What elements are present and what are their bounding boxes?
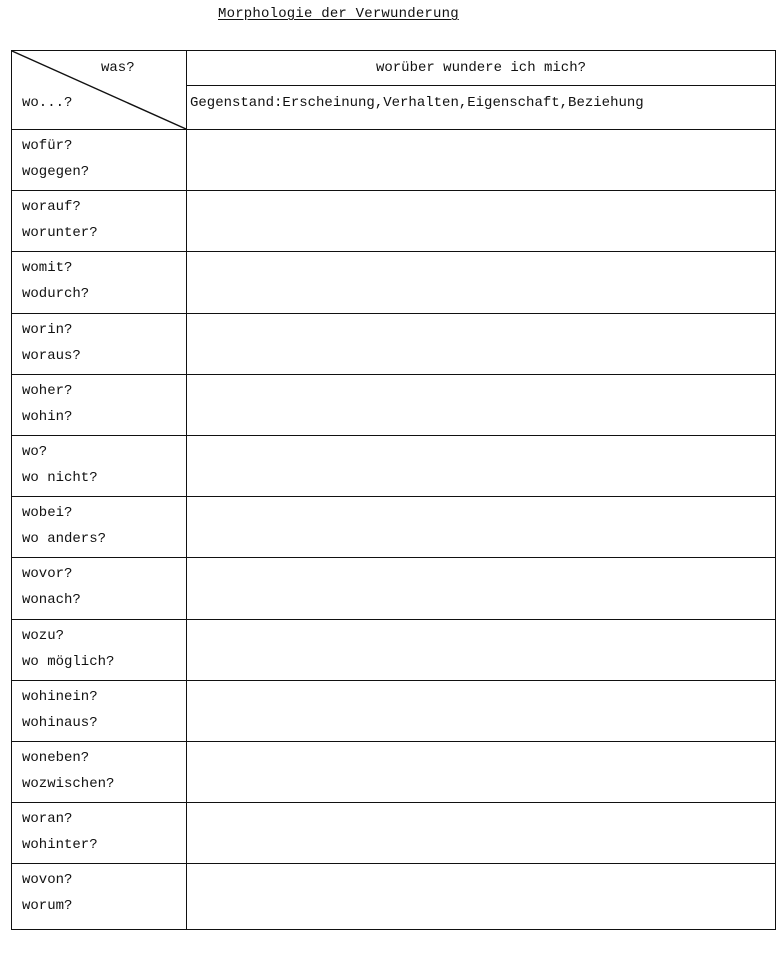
table-row: [12, 496, 186, 557]
table-row: [12, 374, 186, 435]
answer-cell[interactable]: [188, 191, 775, 250]
table-row: [12, 863, 186, 924]
answer-cell[interactable]: [188, 681, 775, 740]
row-question-secondary: wohinaus?: [22, 714, 98, 731]
row-question-primary: wozu?: [22, 627, 65, 644]
answer-cell[interactable]: [188, 497, 775, 556]
row-question-secondary: wo möglich?: [22, 653, 115, 670]
row-question-secondary: woraus?: [22, 347, 81, 364]
table-row: [12, 619, 186, 680]
row-question-secondary: wozwischen?: [22, 776, 115, 792]
row-question-primary: wohinein?: [22, 688, 98, 705]
answer-cell[interactable]: [188, 620, 775, 679]
row-question-primary: wovor?: [22, 566, 73, 583]
row-question-secondary: wogegen?: [22, 164, 90, 180]
row-question-primary: woher?: [22, 382, 73, 399]
table-row: [12, 802, 186, 863]
row-question-primary: wovon?: [22, 872, 73, 889]
table-row: [12, 190, 186, 251]
corner-label-was: was?: [101, 60, 135, 76]
column-header-subtitle: Gegenstand:Erscheinung,Verhalten,Eigenschaft,Beziehung: [190, 95, 644, 111]
row-question-primary: wo?: [22, 444, 48, 460]
row-question-secondary: wodurch?: [22, 286, 90, 303]
row-question-secondary: worunter?: [22, 225, 98, 242]
morphology-table: [11, 50, 776, 930]
row-question-primary: woneben?: [22, 750, 90, 766]
answer-cell[interactable]: [188, 375, 775, 434]
table-row: [12, 129, 186, 190]
answer-cell[interactable]: [188, 252, 775, 311]
row-question-secondary: wo anders?: [22, 531, 107, 548]
table-row: [12, 435, 186, 496]
column-divider: [186, 51, 187, 929]
row-question-primary: worin?: [22, 321, 73, 338]
row-question-primary: worauf?: [22, 199, 81, 216]
corner-header-cell: [12, 51, 186, 129]
column-header-title: worüber wundere ich mich?: [375, 60, 587, 76]
table-row: [12, 557, 186, 618]
answer-cell[interactable]: [188, 314, 775, 373]
table-row: [12, 680, 186, 741]
answer-cell[interactable]: [188, 558, 775, 617]
row-question-primary: woran?: [22, 811, 73, 828]
diagonal-divider: [12, 51, 186, 129]
corner-label-wo: wo...?: [22, 95, 73, 111]
answer-cell[interactable]: [188, 130, 775, 189]
answer-cell[interactable]: [188, 864, 775, 923]
answer-cell[interactable]: [188, 742, 775, 801]
row-question-primary: wofür?: [22, 138, 73, 154]
header-divider: [186, 85, 775, 86]
table-row: [12, 313, 186, 374]
row-question-secondary: wohinter?: [22, 837, 98, 854]
answer-cell[interactable]: [188, 436, 775, 495]
answer-cell[interactable]: [188, 803, 775, 862]
row-question-secondary: wonach?: [22, 592, 81, 609]
table-row: [12, 741, 186, 802]
row-question-secondary: wohin?: [22, 408, 73, 425]
row-question-secondary: worum?: [22, 898, 73, 915]
row-question-primary: wobei?: [22, 505, 73, 522]
row-question-primary: womit?: [22, 260, 73, 277]
row-question-secondary: wo nicht?: [22, 470, 98, 486]
document-title: Morphologie der Verwunderung: [218, 6, 459, 22]
table-row: [12, 251, 186, 312]
